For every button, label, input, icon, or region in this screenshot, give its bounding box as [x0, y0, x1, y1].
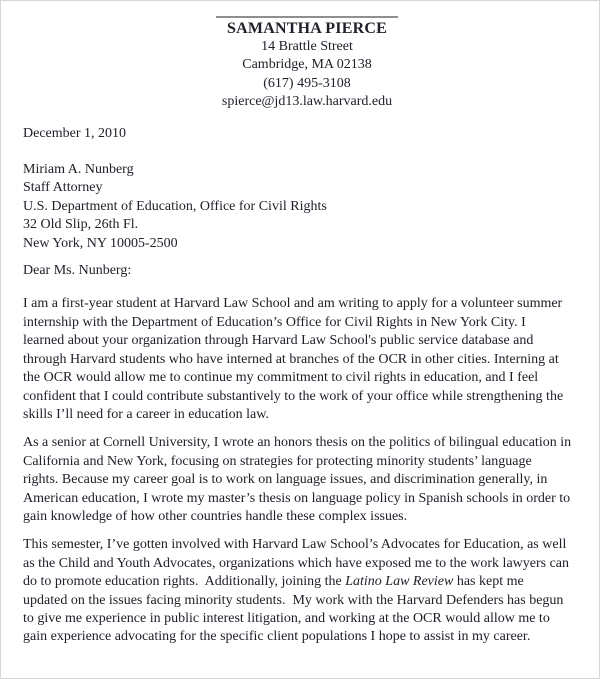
letterhead-phone: (617) 495-3108 [263, 75, 351, 91]
salutation: Dear Ms. Nunberg: [23, 263, 132, 279]
paragraph-line: learned about your organization through Harvard Law School's public service database and [23, 333, 534, 349]
paragraph [23, 434, 591, 526]
paragraph-line: California and New York, focusing on strategies for protecting minority students’ language [23, 453, 532, 469]
recipient-name: Miriam A. Nunberg [23, 162, 134, 178]
paragraph-line: to give me experience in public interest litigation, and working at the OCR would allow me to [23, 610, 550, 626]
paragraph-line: updated on the issues facing minority students. My work with the Harvard Defenders has begun [23, 592, 564, 608]
recipient-address-line-2: New York, NY 10005-2500 [23, 235, 178, 251]
paragraph-line: rights. Because my career goal is to work on language issues, and discrimination generally, in [23, 472, 548, 488]
paragraph-line: internship with the Department of Education’s Office for Civil Rights in New York City. I [23, 314, 526, 330]
letterhead-rule [216, 16, 398, 18]
paragraph-line: As a senior at Cornell University, I wrote an honors thesis on the politics of bilingual education in [23, 435, 572, 451]
date-line: December 1, 2010 [23, 125, 127, 141]
paragraph [23, 295, 591, 424]
paragraph-line: confident that I could contribute substantively to the work of your office while strengthening the [23, 388, 564, 404]
paragraph-line: do to promote education rights. Additionally, joining the Latino Law Review has kept me [23, 574, 524, 590]
paragraph-line: gain experience advocating for the specific client populations I hope to assist in my career. [23, 629, 531, 645]
paragraph-line: I am a first-year student at Harvard Law School and am writing to apply for a volunteer summer [23, 296, 563, 312]
recipient-title: Staff Attorney [23, 180, 103, 196]
paragraph-line: as the Child and Youth Advocates, organizations which have exposed me to the work lawyers can [23, 555, 570, 571]
letterhead-name: SAMANTHA PIERCE [227, 20, 387, 37]
paragraph-line: skills I’ll need for a career in education law. [23, 406, 269, 422]
recipient-block [23, 161, 591, 253]
recipient-organization: U.S. Department of Education, Office for Civil Rights [23, 198, 327, 214]
paragraph-line: through Harvard students who have interned at branches of the OCR in other cities. Interning at [23, 351, 559, 367]
letterhead [23, 16, 591, 112]
paragraph-line: American education, I wrote my master’s thesis on language policy in Spanish schools in order to [23, 490, 571, 506]
recipient-address-line-1: 32 Old Slip, 26th Fl. [23, 217, 139, 233]
paragraph-line: gain knowledge of how other countries handle these complex issues. [23, 508, 408, 524]
letter-body [23, 295, 591, 646]
letterhead-email: spierce@jd13.law.harvard.edu [221, 94, 393, 110]
letterhead-address-line-2: Cambridge, MA 02138 [242, 57, 372, 73]
paragraph-line: the OCR would allow me to continue my commitment to civil rights in education, and I feel [23, 370, 539, 386]
paragraph [23, 536, 591, 646]
paragraph-line: This semester, I’ve gotten involved with Harvard Law School’s Advocates for Education, as well [23, 537, 567, 553]
letterhead-address-line-1: 14 Brattle Street [261, 39, 353, 54]
